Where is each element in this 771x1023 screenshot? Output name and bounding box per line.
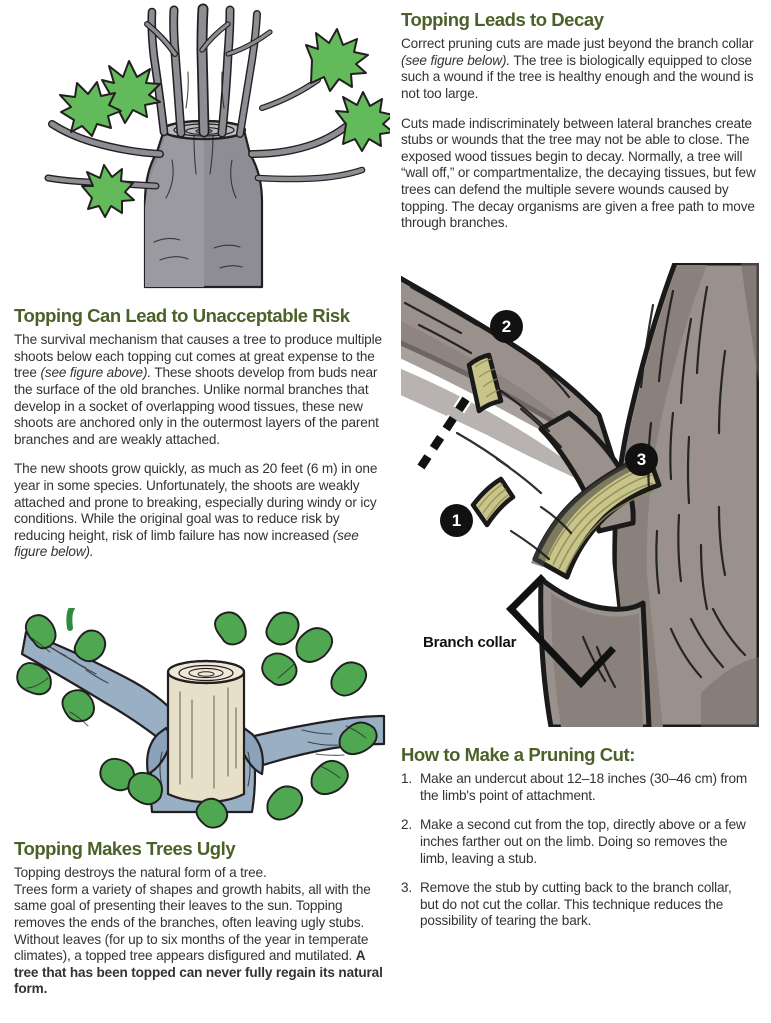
- paragraph-decay-2: Cuts made indiscriminately between lateral branches create stubs or wounds that the tree may not be able to close. The exposed wood tissues begin to decay. Normally, a tree will “wall off,” or compartmentalize, the decaying tissues, but few trees can defend the multiple severe wounds caused by topping. The decay organisms are given a free path to move through branches.: [401, 115, 756, 231]
- paragraph-decay-1-text-b: The tree is biologically equipped to close such a wound if the tree is healthy enough and the wound is not too large.: [401, 52, 754, 102]
- limb-stub-illustration-svg: [16, 608, 388, 830]
- pruning-step-3: [401, 880, 753, 930]
- figure-topped-tree-with-sprouts: [14, 2, 390, 294]
- paragraph-decay-1: [401, 36, 759, 102]
- pruning-step-3-text: Remove the stub by cutting back to the branch collar, but do not cut the collar. This technique reduces the possibility of tearing the bark.: [420, 880, 732, 929]
- paragraph-ugly-bold: A tree that has been topped can never fully regain its natural form.: [14, 948, 383, 997]
- paragraph-risk-2-italic: (see figure below).: [14, 527, 359, 560]
- paragraph-risk-1-italic: (see figure above).: [40, 365, 151, 381]
- heading-leads-to-decay: Topping Leads to Decay: [401, 9, 604, 30]
- diagram-badge-2: 2: [490, 310, 523, 343]
- heading-how-to-prune: How to Make a Pruning Cut:: [401, 744, 635, 765]
- pruning-step-1-text: Make an undercut about 12–18 inches (30–46 cm) from the limb's point of attachment.: [420, 771, 748, 803]
- paragraph-risk-1-text-a: The survival mechanism that causes a tree to produce multiple shoots below each topping cut comes at great expense to the tree: [14, 332, 382, 381]
- paragraph-risk-1-text-b: These shoots develop from buds near the surface of the old branches. Unlike normal branches that develop in a socket of overlapping wood tissues, these new shoots are anchored only in the outermost layers of the parent branches and are weakly attached.: [14, 365, 379, 447]
- paragraph-ugly-b-text: Trees form a variety of shapes and growth habits, all with the same goal of presenting their leaves to the sun. Topping removes the ends of the branches, often leaving ugly stubs. Without leaves (for up to six months of the year in temperate climates), a topped tree appears disfigured and mutilated.: [14, 881, 371, 964]
- diagram-badge-3: 3: [625, 443, 658, 476]
- diagram-badge-1: 1: [440, 504, 473, 537]
- paragraph-risk-2: [14, 461, 386, 561]
- paragraph-ugly-b: [14, 882, 386, 998]
- section-trees-ugly: [14, 838, 386, 998]
- pruning-step-1: [401, 771, 753, 804]
- left-column: [14, 0, 390, 1023]
- pruning-step-2-number: 2.: [401, 817, 413, 833]
- heading-trees-ugly: Topping Makes Trees Ugly: [14, 838, 236, 859]
- paragraph-risk-2-text-a: The new shoots grow quickly, as much as 20 feet (6 m) in one year in some species. Unfortunately, the shoots are weakly attached and prone to breaking, especially during windy or icy conditions. While the original goal was to reduce risk by reducing height, risk of limb failure has now increased: [14, 461, 378, 543]
- section-how-to-prune: [401, 744, 753, 930]
- pruning-step-2-text: Make a second cut from the top, directly above or a few inches farther out on the limb. Doing so removes the limb, leaving a stub.: [420, 817, 746, 866]
- paragraph-risk-1: [14, 332, 386, 448]
- branch-collar-diagram-svg: [401, 263, 759, 727]
- section-leads-to-decay: [401, 9, 759, 232]
- pruning-step-1-number: 1.: [401, 771, 413, 787]
- right-column: [401, 0, 759, 1023]
- pruning-step-2: [401, 817, 753, 867]
- paragraph-decay-1-text-a: Correct pruning cuts are made just beyond the branch collar: [401, 36, 754, 52]
- heading-unacceptable-risk: Topping Can Lead to Unacceptable Risk: [14, 305, 350, 326]
- paragraph-ugly-a: Topping destroys the natural form of a tree.: [14, 865, 267, 881]
- section-unacceptable-risk: [14, 305, 386, 561]
- branch-collar-label: Branch collar: [423, 634, 517, 651]
- pruning-step-3-number: 3.: [401, 880, 413, 896]
- figure-topped-limb-stub: [16, 608, 388, 830]
- figure-branch-collar-diagram: [401, 263, 759, 727]
- topped-tree-illustration-svg: [14, 2, 390, 294]
- pruning-steps-list: [401, 771, 753, 930]
- paragraph-decay-1-italic: (see figure below).: [401, 52, 510, 68]
